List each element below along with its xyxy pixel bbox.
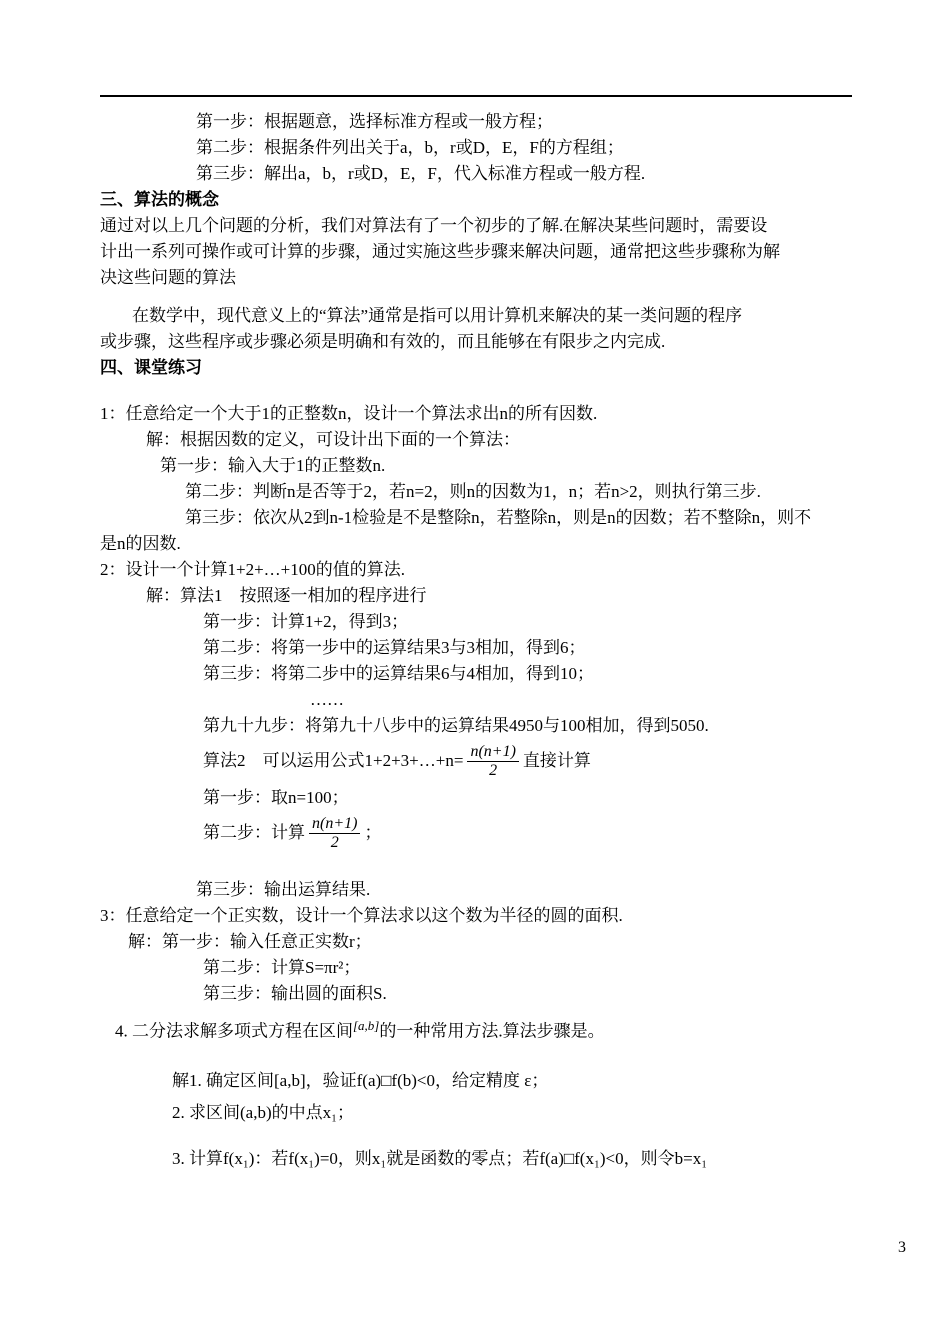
problem2-algo1-step-3: 第三步：将第二步中的运算结果6与4相加，得到10；: [203, 664, 594, 683]
problem4-title-interval: [a,b]: [353, 1017, 380, 1033]
problem2-ellipsis: ……: [310, 690, 344, 709]
problem1-step-3-line1: 第三步：依次从2到n-1检验是不是整除n，若整除n，则是n的因数；若不整除n，则不: [185, 508, 812, 527]
intro-step-3: 第三步：解出a，b，r或D，E，F，代入标准方程或一般方程.: [196, 164, 646, 183]
problem3-title: 3：任意给定一个正实数，设计一个算法求以这个数为半径的圆的面积.: [100, 905, 623, 925]
section3-para2-line2: 或步骤，这些程序或步骤必须是明确和有效的，而且能够在有限步之内完成.: [100, 332, 666, 351]
fraction-n-n-plus-1-over-2: [467, 743, 518, 781]
problem2-algo2-step-2-line: [203, 815, 852, 853]
header-rule: [100, 95, 852, 97]
problem2-algo1-step-2: 第二步：将第一步中的运算结果3与3相加，得到6；: [203, 638, 586, 657]
problem1-step-3-line2: 是n的因数.: [100, 534, 181, 553]
page-number: 3: [898, 1239, 906, 1256]
algo2-step2-suffix: ；: [364, 822, 382, 842]
problem3-step-1: 解：第一步：输入任意正实数r；: [128, 931, 372, 951]
algo2-step2-prefix: 第二步：计算: [203, 822, 305, 842]
section3-para1-line1: 通过对以上几个问题的分析，我们对算法有了一个初步的了解.在解决某些问题时，需要设: [100, 216, 768, 235]
fraction-numerator: n(n+1): [309, 815, 360, 834]
algo2-formula-prefix: 算法2 可以运用公式1+2+3+…+n=: [203, 750, 464, 770]
problem4-title-suffix: 的一种常用方法.算法步骤是。: [379, 1021, 605, 1041]
problem1-solution-intro: 解：根据因数的定义，可设计出下面的一个算法：: [146, 430, 520, 449]
problem3-step-2: 第二步：计算S=πr²；: [203, 957, 361, 977]
section3-para2-line1: 在数学中，现代意义上的“算法”通常是指可以用计算机来解决的某一类问题的程序: [132, 306, 743, 325]
section4-heading: 四、课堂练习: [100, 358, 202, 377]
problem1-step-1: 第一步：输入大于1的正整数n.: [160, 456, 386, 475]
fraction-n-n-plus-1-over-2: [309, 815, 360, 853]
fraction-denominator: 2: [489, 762, 498, 780]
intro-step-2: 第二步：根据条件列出关于a，b，r或D，E，F的方程组；: [196, 138, 624, 157]
section3-para1-line2: 计出一系列可操作或可计算的步骤，通过实施这些步骤来解决问题，通常把这些步骤称为解: [100, 242, 780, 261]
problem2-algo1-step-1: 第一步：计算1+2，得到3；: [203, 612, 409, 631]
problem4-step-1: 解1. 确定区间[a,b]，验证f(a)□f(b)<0，给定精度 ε；: [172, 1071, 549, 1091]
intro-step-1: 第一步：根据题意，选择标准方程或一般方程；: [196, 112, 553, 131]
problem2-title: 2：设计一个计算1+2+…+100的值的算法.: [100, 560, 406, 579]
problem2-solution-intro: 解：算法1 按照逐一相加的程序进行: [146, 586, 427, 605]
problem2-algo2-step-3: 第三步：输出运算结果.: [196, 879, 371, 899]
problem4-step-2: 2. 求区间(a,b)的中点x₁；: [172, 1103, 355, 1123]
problem1-title: 1：任意给定一个大于1的正整数n，设计一个算法求出n的所有因数.: [100, 404, 598, 423]
problem3-step-3: 第三步：输出圆的面积S.: [203, 983, 387, 1003]
algo2-formula-suffix: 直接计算: [522, 750, 591, 770]
problem2-algo1-step-99: 第九十九步：将第九十八步中的运算结果4950与100相加，得到5050.: [203, 716, 709, 735]
section3-para1-line3: 决这些问题的算法: [100, 268, 236, 287]
problem4-title: [115, 1013, 852, 1045]
problem4-step-3: 3. 计算f(x₁)：若f(x₁)=0，则x₁就是函数的零点；若f(a)□f(x₁)<0，则令b=x₁: [172, 1149, 708, 1169]
fraction-denominator: 2: [330, 834, 339, 852]
fraction-numerator: n(n+1): [467, 743, 518, 762]
problem2-algo2-formula-line: [203, 743, 852, 781]
section3-heading: 三、算法的概念: [100, 190, 219, 209]
problem2-algo2-step-1: 第一步：取n=100；: [203, 787, 349, 807]
problem4-title-prefix: 4. 二分法求解多项式方程在区间: [115, 1021, 353, 1041]
problem1-step-2: 第二步：判断n是否等于2，若n=2，则n的因数为1，n；若n>2，则执行第三步.: [185, 482, 761, 501]
